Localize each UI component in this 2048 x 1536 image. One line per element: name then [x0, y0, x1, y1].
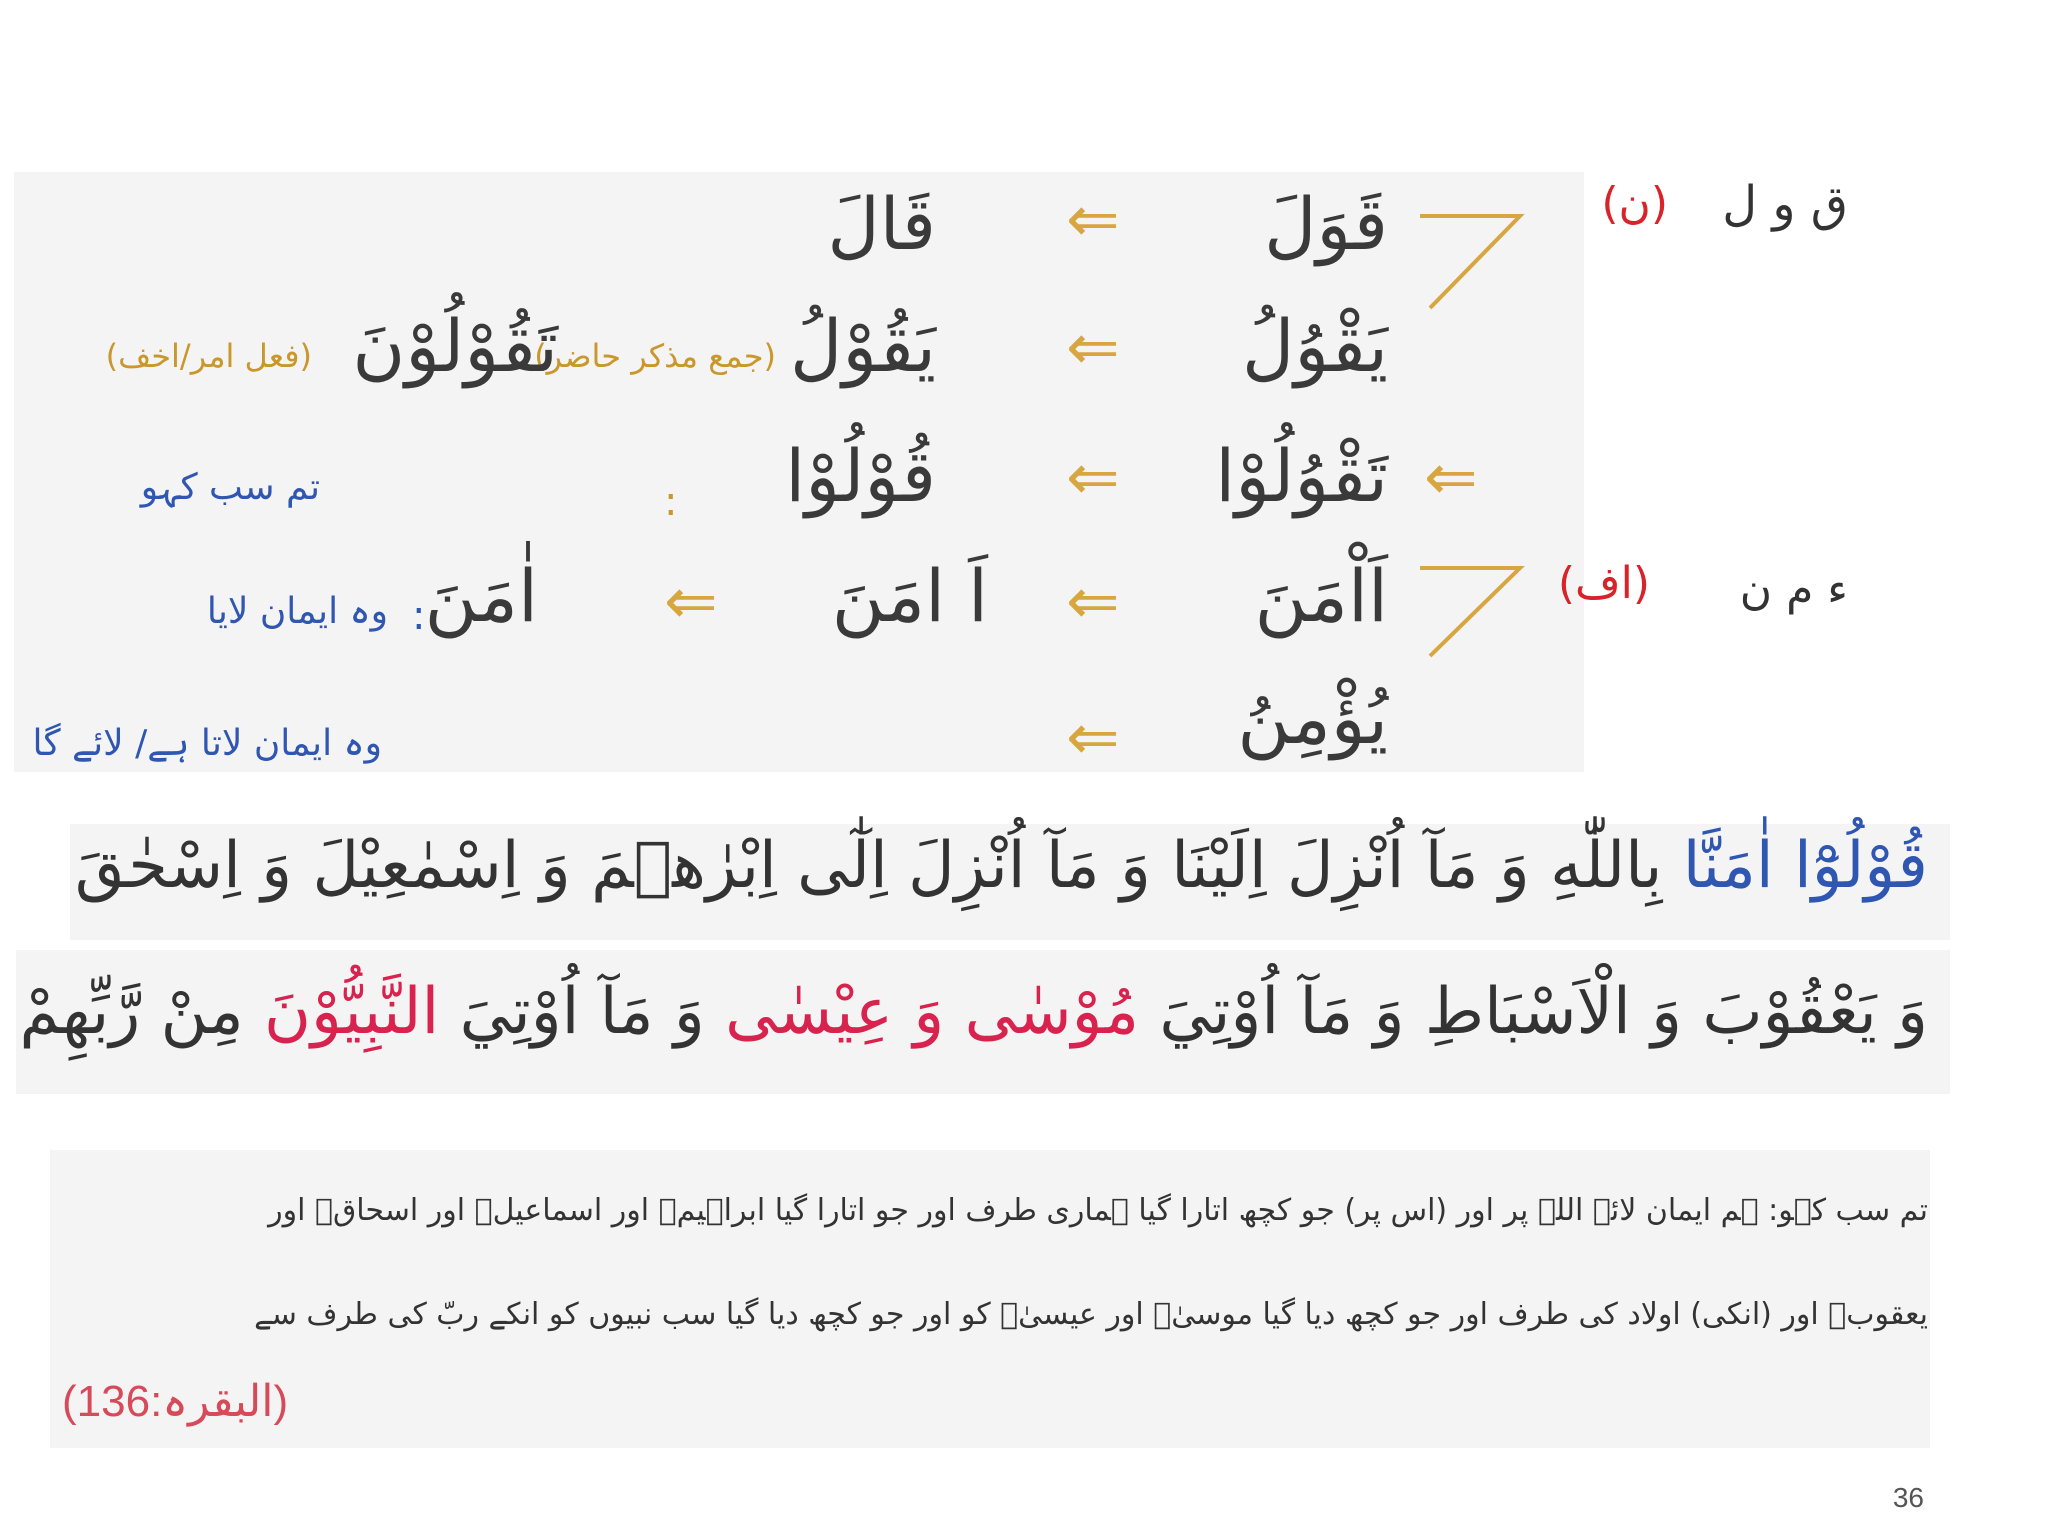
colon-mark: : [412, 593, 426, 639]
translation-line-2: یعقوبؑ اور (انکی) اولاد کی طرف اور جو کچھ دیا گیا موسیٰؑ اور عیسیٰؑ کو اور جو کچھ دیا گیا سب نبیوں کو انکے ربّ کی طرف سے [254, 1297, 1928, 1332]
word-taqwulu: تَقْوُلُوْا [1215, 434, 1388, 518]
root-amn: ء م ن [1739, 564, 1848, 615]
translation-line-1: تم سب کہو: ہم ایمان لائے اللہ پر اور (اس پر) جو کچھ اتارا گیا ہماری طرف اور جو اتارا گیا ابراہیمؑ اور اسماعیلؑ اور اسحاقؑ اور [268, 1193, 1928, 1228]
verse-line-2 [19, 975, 1928, 1049]
verse-text: وَ يَعْقُوْبَ وَ الْاَسْبَاطِ وَ مَآ اُوْتِيَ [1159, 975, 1928, 1049]
label-jam-mudhakkar: (جمع مذکر حاضر) [534, 337, 776, 375]
word-yuminu: يُؤْمِنُ [1237, 676, 1388, 760]
verse-text: وَ مَآ اُوْتِيَ [459, 975, 705, 1049]
arrow-icon: ⇐ [1424, 441, 1478, 515]
meaning-woh-iman-lata: وہ ایمان لاتا ہے/ لائے گا [32, 723, 382, 764]
verse-highlight-blue: قُوْلُوْٓا اٰمَنَّا [1682, 829, 1928, 903]
word-taqulun: تَقُوْلُوْنَ [352, 304, 558, 388]
arrow-icon: ⇐ [664, 565, 718, 639]
arrow-icon: ⇐ [1066, 311, 1120, 385]
word-aamana-root: اَاْمَنَ [1254, 554, 1388, 638]
colon-mark: : [664, 479, 678, 525]
page-number: 36 [1892, 1482, 1924, 1513]
label-fil-amr: (فعل امر/اخف) [105, 337, 312, 375]
word-yaqulu: يَقُوْلُ [790, 304, 936, 388]
root-qwl: ق و ل [1722, 176, 1848, 232]
root-qwl-class: (ن) [1601, 178, 1668, 229]
meaning-woh-iman-laya: وہ ایمان لایا [206, 591, 388, 632]
verse-highlight-red: النَّبِيُّوْنَ [263, 975, 440, 1049]
verse-text: مِنْ رَّبِّهِمْ [19, 975, 244, 1049]
surah-reference: (البقرہ:136) [62, 1377, 289, 1426]
word-aamana-mid: اَ امَنَ [831, 554, 988, 638]
arrow-icon: ⇐ [1066, 701, 1120, 775]
word-qaala: قَالَ [827, 182, 936, 266]
root-amn-class: (اف) [1557, 558, 1650, 609]
word-qulu: قُوْلُوْا [785, 434, 936, 518]
word-qawala: قَوَلَ [1264, 182, 1388, 266]
arrow-icon: ⇐ [1066, 441, 1120, 515]
arrow-icon: ⇐ [1066, 565, 1120, 639]
meaning-tum-sab-kaho: تم سب کہو [140, 467, 320, 508]
word-aamana-final: اٰمَنَ [424, 554, 538, 638]
word-yaqwulu: يَقْوُلُ [1242, 304, 1388, 388]
verse-text: بِاللّٰهِ وَ مَآ اُنْزِلَ اِلَيْنَا وَ مَآ اُنْزِلَ اِلٰٓى اِبْرٰهٖمَ وَ اِسْمٰعِيْلَ وَ اِسْحٰقَ [74, 829, 1663, 903]
verse-highlight-red: مُوْسٰى وَ عِيْسٰى [725, 975, 1139, 1049]
verse-line-1 [74, 829, 1928, 903]
arrow-icon: ⇐ [1066, 183, 1120, 257]
